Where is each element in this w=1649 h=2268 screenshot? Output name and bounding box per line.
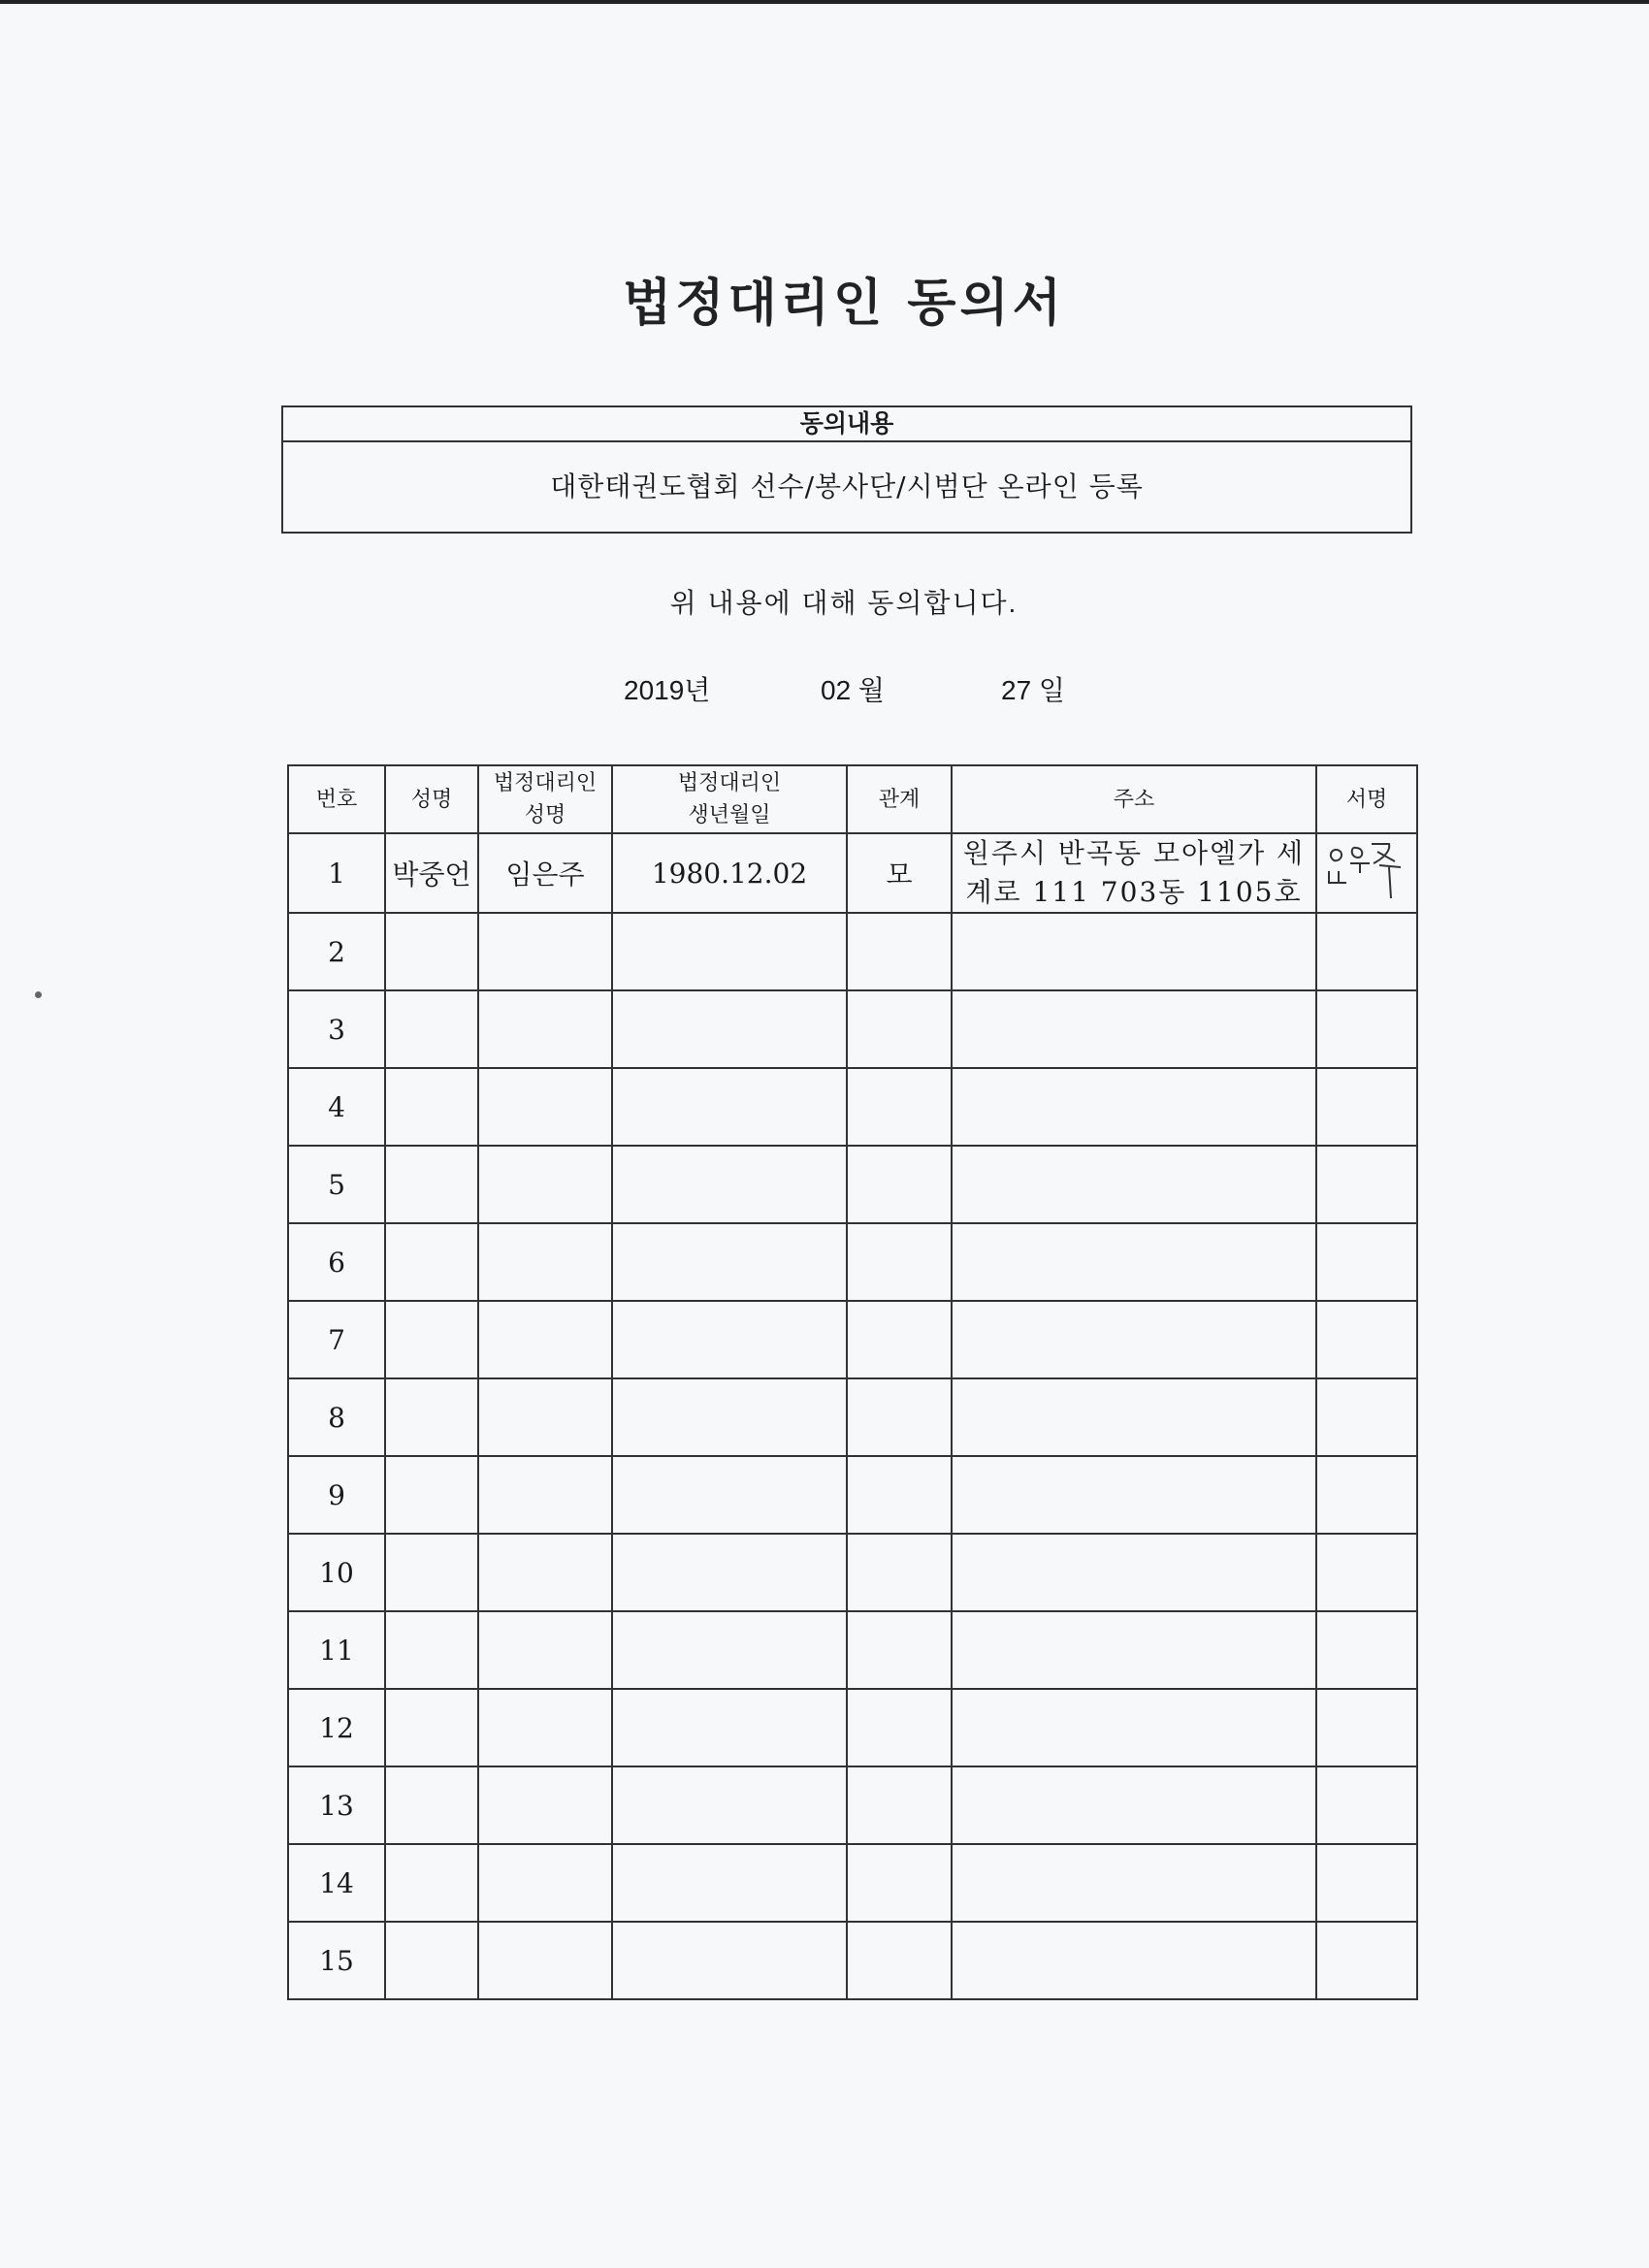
row-number: 1: [288, 833, 385, 913]
header-no: 번호: [288, 765, 385, 833]
row-relation: [847, 990, 952, 1068]
row-signature: [1316, 1456, 1417, 1534]
row-relation: [847, 1456, 952, 1534]
row-guardian-birth: [612, 1534, 847, 1611]
table-body: [288, 833, 1417, 1999]
row-signature: [1316, 913, 1417, 990]
row-number: 2: [288, 913, 385, 990]
row-guardian-name: [478, 913, 612, 990]
row-number: 4: [288, 1068, 385, 1146]
row-relation: [847, 1223, 952, 1301]
date-month: 02 월: [821, 675, 885, 705]
row-number: 8: [288, 1378, 385, 1456]
row-guardian-name: [478, 990, 612, 1068]
scan-top-edge: [0, 0, 1649, 4]
header-guardian-birth-line1: 법정대리인: [677, 771, 782, 795]
row-address: [952, 1146, 1316, 1223]
row-address: [952, 1456, 1316, 1534]
row-address: [952, 1766, 1316, 1844]
row-guardian-name: [478, 1766, 612, 1844]
row-guardian-birth: 1980.12.02: [612, 833, 847, 913]
row-guardian-name: [478, 1068, 612, 1146]
row-relation: [847, 1689, 952, 1766]
table-row: [288, 1534, 1417, 1611]
row-address: [952, 990, 1316, 1068]
table-row: [288, 990, 1417, 1068]
header-address: 주소: [952, 765, 1316, 833]
row-signature: [1316, 1534, 1417, 1611]
row-guardian-birth: [612, 1068, 847, 1146]
row-signature: [1316, 1922, 1417, 1999]
table-row: [288, 1378, 1417, 1456]
row-address: [952, 1301, 1316, 1378]
row-signature: [1316, 1301, 1417, 1378]
row-number: 6: [288, 1223, 385, 1301]
row-signature: [1316, 1223, 1417, 1301]
row-guardian-name: 임은주: [478, 833, 612, 913]
row-guardian-name: [478, 1301, 612, 1378]
row-signature: [1316, 1068, 1417, 1146]
table-row: [288, 833, 1417, 913]
row-relation: [847, 1611, 952, 1689]
row-guardian-name: [478, 1844, 612, 1922]
table-row: [288, 1301, 1417, 1378]
table-row: [288, 1922, 1417, 1999]
row-name: [385, 1922, 478, 1999]
table-row: [288, 1689, 1417, 1766]
row-name: [385, 1456, 478, 1534]
row-number: 14: [288, 1844, 385, 1922]
row-name: [385, 1068, 478, 1146]
consent-header: 동의내용: [283, 407, 1410, 442]
row-relation: [847, 1922, 952, 1999]
guardian-table: [287, 764, 1418, 2000]
table-row: [288, 1146, 1417, 1223]
row-address: [952, 1611, 1316, 1689]
row-signature: [1316, 1378, 1417, 1456]
row-relation: [847, 1068, 952, 1146]
row-name: [385, 1378, 478, 1456]
header-relation: 관계: [847, 765, 952, 833]
table-row: [288, 1456, 1417, 1534]
row-address: [952, 1534, 1316, 1611]
row-guardian-name: [478, 1223, 612, 1301]
row-guardian-birth: [612, 1766, 847, 1844]
header-name: 성명: [385, 765, 478, 833]
table-row: [288, 1068, 1417, 1146]
row-name: [385, 1611, 478, 1689]
table-row: [288, 1223, 1417, 1301]
row-address: [952, 1068, 1316, 1146]
row-address: [952, 913, 1316, 990]
row-guardian-birth: [612, 1689, 847, 1766]
scan-speck: [35, 991, 42, 998]
row-name: [385, 913, 478, 990]
row-signature: [1316, 1611, 1417, 1689]
row-number: 12: [288, 1689, 385, 1766]
row-guardian-birth: [612, 1844, 847, 1922]
handwritten-signature-icon: [1321, 838, 1406, 908]
row-name: [385, 1301, 478, 1378]
row-name: [385, 1223, 478, 1301]
row-relation: [847, 1766, 952, 1844]
consent-box: [281, 405, 1412, 534]
table-row: [288, 1766, 1417, 1844]
header-guardian-birth: [612, 765, 847, 833]
row-signature: [1316, 1844, 1417, 1922]
row-guardian-name: [478, 1456, 612, 1534]
row-guardian-birth: [612, 1611, 847, 1689]
table-row: [288, 1611, 1417, 1689]
row-relation: [847, 1301, 952, 1378]
row-name: [385, 990, 478, 1068]
row-number: 3: [288, 990, 385, 1068]
row-address: 원주시 반곡동 모아엘가 세계로 111 703동 1105호: [952, 833, 1316, 913]
row-guardian-birth: [612, 1146, 847, 1223]
row-guardian-birth: [612, 990, 847, 1068]
row-address: [952, 1922, 1316, 1999]
row-guardian-name: [478, 1146, 612, 1223]
row-guardian-name: [478, 1922, 612, 1999]
row-signature: [1316, 990, 1417, 1068]
row-relation: [847, 1844, 952, 1922]
row-relation: [847, 1146, 952, 1223]
row-guardian-birth: [612, 1223, 847, 1301]
row-signature: [1316, 1146, 1417, 1223]
row-number: 7: [288, 1301, 385, 1378]
row-number: 5: [288, 1146, 385, 1223]
consent-content: 대한태권도협회 선수/봉사단/시범단 온라인 등록: [550, 470, 1144, 502]
document-title: 법정대리인 동의서: [623, 275, 1065, 333]
row-name: [385, 1844, 478, 1922]
row-guardian-name: [478, 1378, 612, 1456]
row-relation: [847, 913, 952, 990]
row-number: 10: [288, 1534, 385, 1611]
row-name: [385, 1766, 478, 1844]
row-name: [385, 1146, 478, 1223]
table-header-row: [288, 765, 1417, 833]
row-guardian-birth: [612, 1922, 847, 1999]
row-number: 9: [288, 1456, 385, 1534]
row-number: 13: [288, 1766, 385, 1844]
header-guardian-name: [478, 765, 612, 833]
row-address: [952, 1844, 1316, 1922]
row-relation: 모: [847, 833, 952, 913]
header-guardian-name-line2: 성명: [524, 803, 566, 827]
row-address: [952, 1689, 1316, 1766]
row-guardian-name: [478, 1611, 612, 1689]
header-guardian-name-line1: 법정대리인: [493, 771, 598, 795]
header-guardian-birth-line2: 생년월일: [688, 803, 771, 827]
row-address: [952, 1378, 1316, 1456]
row-guardian-name: [478, 1689, 612, 1766]
row-address: [952, 1223, 1316, 1301]
row-signature: [1316, 1689, 1417, 1766]
row-relation: [847, 1534, 952, 1611]
table-row: [288, 913, 1417, 990]
row-guardian-birth: [612, 1301, 847, 1378]
row-guardian-birth: [612, 1378, 847, 1456]
row-number: 11: [288, 1611, 385, 1689]
row-name: [385, 1689, 478, 1766]
row-name: [385, 1534, 478, 1611]
row-guardian-birth: [612, 913, 847, 990]
row-signature: [1316, 833, 1417, 913]
date-year: 2019년: [624, 675, 711, 705]
row-signature: [1316, 1766, 1417, 1844]
row-name: 박중언: [385, 833, 478, 913]
row-guardian-name: [478, 1534, 612, 1611]
table-row: [288, 1844, 1417, 1922]
row-relation: [847, 1378, 952, 1456]
row-number: 15: [288, 1922, 385, 1999]
header-signature: 서명: [1316, 765, 1417, 833]
agreement-statement: 위 내용에 대해 동의합니다.: [669, 588, 1018, 618]
date-day: 27 일: [1001, 675, 1065, 705]
row-guardian-birth: [612, 1456, 847, 1534]
